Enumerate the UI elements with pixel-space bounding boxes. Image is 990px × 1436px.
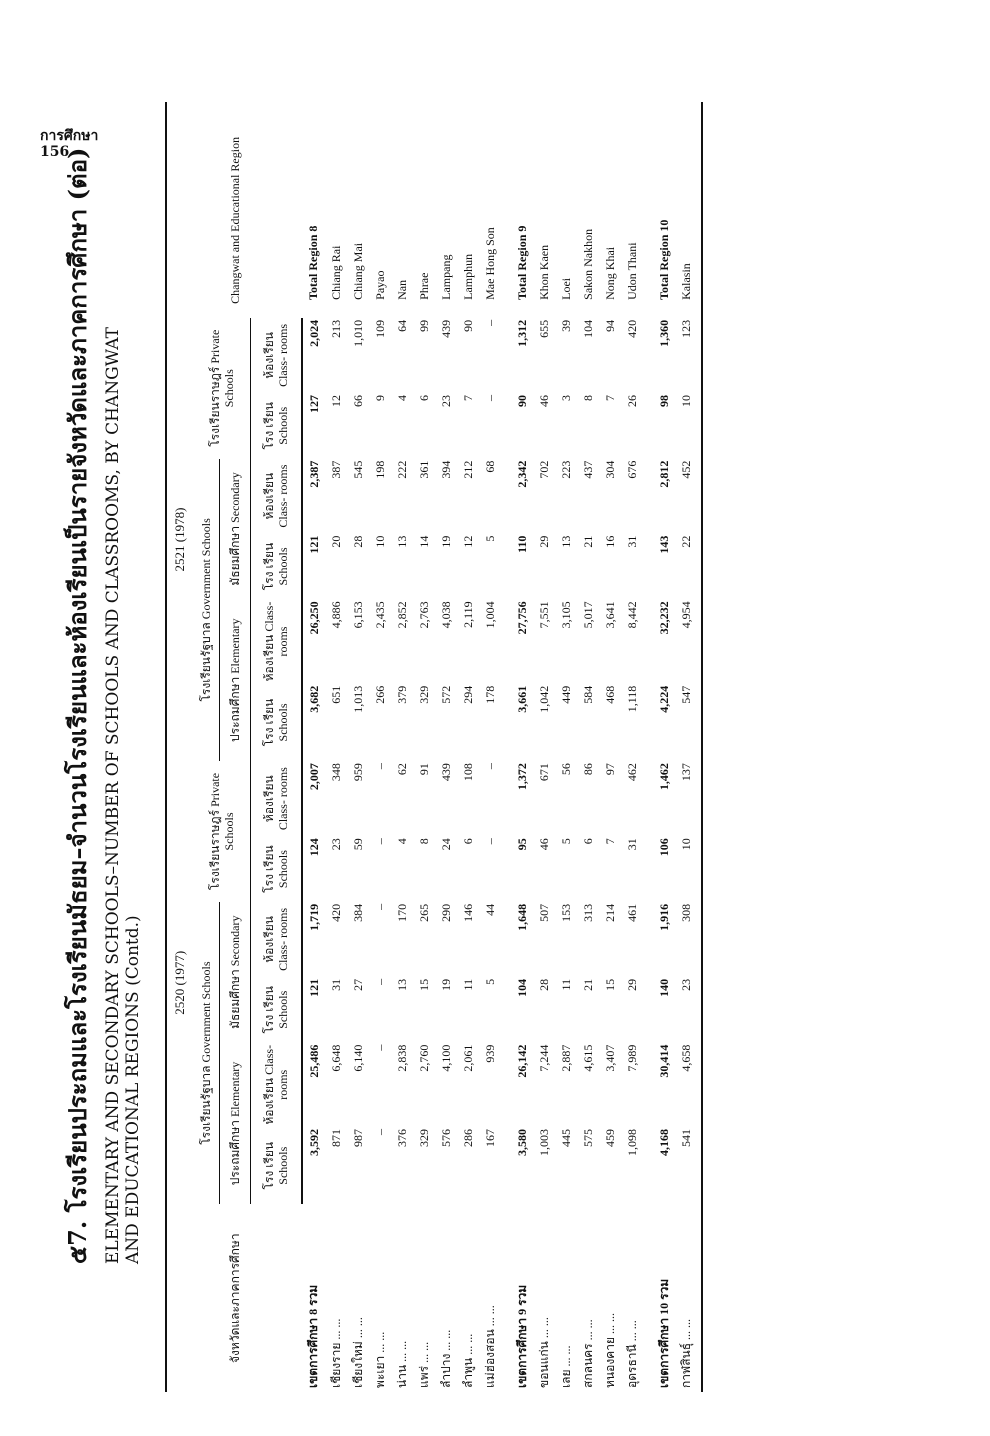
table-cell: 11 — [460, 978, 475, 991]
table-cell: 26,142 — [514, 1044, 529, 1078]
table-cell: 6 — [416, 394, 431, 401]
row-name-thai: ขอนแก่น ... ... — [536, 1317, 551, 1388]
table-row — [479, 102, 501, 1392]
table-cell: 2,838 — [394, 1044, 409, 1072]
table-cell: 462 — [624, 763, 639, 782]
table-cell: 313 — [580, 903, 595, 922]
table-row — [457, 102, 479, 1392]
secondary-header-1977: มัธยมศึกษา Secondary — [220, 902, 251, 1043]
row-name-thai: เลย ... ... — [558, 1345, 573, 1388]
table-cell: 452 — [678, 460, 693, 479]
table-cell: 11 — [558, 978, 573, 991]
table-cell: 13 — [394, 978, 409, 991]
table-cell: 7,989 — [624, 1044, 639, 1072]
table-cell: 108 — [460, 763, 475, 782]
table-cell: 46 — [536, 838, 551, 851]
table-cell: 6 — [460, 838, 475, 845]
table-cell: 7,244 — [536, 1044, 551, 1072]
table-cell: 394 — [438, 460, 453, 479]
table-row — [325, 102, 347, 1392]
table-row — [369, 102, 391, 1392]
table-cell: 286 — [460, 1129, 475, 1147]
table-cell: 64 — [394, 319, 409, 332]
table-row — [675, 102, 697, 1392]
table-cell: 90 — [460, 319, 475, 332]
table-cell: 12 — [328, 394, 343, 407]
table-cell: 62 — [394, 763, 409, 776]
title-english-line2: AND EDUCATIONAL REGIONS (Contd.) — [123, 915, 143, 1264]
schools-col-header: โรง เรียน Schools — [251, 684, 303, 761]
row-name-thai: ลำพูน ... ... — [460, 1333, 475, 1388]
table-cell: – — [372, 838, 387, 845]
table-cell: 143 — [656, 535, 671, 554]
table-cell: 4 — [394, 838, 409, 845]
table-cell: 547 — [678, 685, 693, 704]
row-name-thai: เชียงใหม่ ... ... — [350, 1317, 365, 1388]
row-spacer-cell — [501, 102, 511, 1392]
elementary-header-1977: ประถมศึกษา Elementary — [220, 1043, 251, 1205]
row-name-english: Lamphun — [460, 253, 475, 300]
row-name-english: Total Region 8 — [306, 225, 320, 300]
table-cell: 213 — [328, 319, 343, 338]
table-cell: 7 — [460, 394, 475, 401]
table-cell: 167 — [482, 1129, 497, 1147]
row-name-english: Lampang — [438, 254, 453, 300]
table-cell: 459 — [602, 1129, 617, 1147]
table-cell: 3,592 — [306, 1129, 321, 1156]
table-cell: 2,061 — [460, 1044, 475, 1072]
table-row — [413, 102, 435, 1392]
table-cell: 439 — [438, 763, 453, 782]
table-cell: 9 — [372, 394, 387, 401]
table-cell: 68 — [482, 460, 497, 473]
table-cell: 384 — [350, 903, 365, 922]
table-cell: 5,017 — [580, 601, 595, 629]
table-cell: 123 — [678, 319, 693, 338]
table-cell: 541 — [678, 1129, 693, 1147]
table-cell: 1,462 — [656, 763, 671, 791]
table-cell: 19 — [438, 535, 453, 548]
classrooms-col-header: ห้องเรียน Class- rooms — [251, 1043, 303, 1127]
table-cell: 4,954 — [678, 601, 693, 629]
table-cell: 146 — [460, 903, 475, 922]
row-name-english: Loei — [558, 277, 573, 300]
table-cell: – — [372, 763, 387, 770]
table-cell: 28 — [536, 978, 551, 991]
table-cell: 3,661 — [514, 685, 529, 713]
table-cell: 2,760 — [416, 1044, 431, 1072]
row-name-english: Udon Thani — [624, 242, 639, 300]
table-cell: 10 — [372, 535, 387, 548]
table-cell: 3,580 — [514, 1129, 529, 1156]
table-cell: 2,007 — [306, 763, 321, 791]
table-cell: 106 — [656, 838, 671, 857]
table-cell: 10 — [678, 838, 693, 851]
table-cell: 4 — [394, 394, 409, 401]
table-cell: 46 — [536, 394, 551, 407]
table-cell: 4,038 — [438, 601, 453, 629]
table-cell: 26 — [624, 394, 639, 407]
table-cell: 24 — [438, 838, 453, 851]
table-cell: 420 — [328, 903, 343, 922]
table-cell: 214 — [602, 903, 617, 922]
table-cell: 3,682 — [306, 685, 321, 713]
table-cell: 20 — [328, 535, 343, 548]
table-cell: 27,756 — [514, 601, 529, 635]
schools-col-header: โรง เรียน Schools — [251, 393, 303, 459]
table-cell: 2,435 — [372, 601, 387, 629]
row-name-thai: น่าน ... ... — [394, 1340, 409, 1388]
table-row — [621, 102, 643, 1392]
page-number: 156 — [40, 144, 70, 160]
table-cell: 23 — [328, 838, 343, 851]
table-cell: 2,024 — [306, 319, 321, 347]
table-cell: 376 — [394, 1129, 409, 1147]
table-cell: 1,118 — [624, 685, 639, 713]
schools-col-header: โรง เรียน Schools — [251, 977, 303, 1043]
table-row — [555, 102, 577, 1392]
table-cell: 266 — [372, 685, 387, 704]
table-cell: 1,372 — [514, 763, 529, 791]
table-cell: 222 — [394, 460, 409, 479]
table-cell: 91 — [416, 763, 431, 776]
schools-col-header: โรง เรียน Schools — [251, 534, 303, 600]
table-cell: 2,852 — [394, 601, 409, 629]
year-1977-header: 2520 (1977) — [166, 761, 193, 1204]
row-name-thai: เขตการศึกษา 10 รวม — [656, 1278, 671, 1388]
table-cell: 21 — [580, 978, 595, 991]
table-cell: 871 — [328, 1129, 343, 1147]
gov-schools-header-1978: โรงเรียนรัฐบาล Government Schools — [193, 459, 220, 762]
elementary-header-1978: ประถมศึกษา Elementary — [220, 599, 251, 761]
table-cell: 439 — [438, 319, 453, 338]
table-cell: 1,098 — [624, 1129, 639, 1156]
table-cell: – — [482, 763, 497, 770]
row-name-thai: แม่ฮ่องสอน ... ... — [482, 1305, 497, 1388]
table-cell: 3,641 — [602, 601, 617, 629]
table-cell: 348 — [328, 763, 343, 782]
secondary-header-1978: มัธยมศึกษา Secondary — [220, 459, 251, 600]
row-name-english: Kalasin — [678, 263, 693, 300]
table-cell: 127 — [306, 394, 321, 413]
table-cell: 329 — [416, 1129, 431, 1147]
table-cell: 23 — [678, 978, 693, 991]
table-cell: 109 — [372, 319, 387, 338]
table-cell: 2,763 — [416, 601, 431, 629]
row-name-english: Sakon Nakhon — [580, 228, 595, 300]
table-cell: 19 — [438, 978, 453, 991]
table-cell: 1,719 — [306, 903, 321, 931]
table-cell: 1,360 — [656, 319, 671, 347]
table-cell: 987 — [350, 1129, 365, 1147]
table-cell: 939 — [482, 1044, 497, 1063]
table-cell: 15 — [602, 978, 617, 991]
table-cell: 651 — [328, 685, 343, 704]
table-cell: 90 — [514, 394, 529, 407]
region-total-row — [653, 102, 675, 1392]
classrooms-col-header: ห้องเรียน Class- rooms — [251, 599, 303, 683]
classrooms-col-header: ห้องเรียน Class- rooms — [251, 318, 303, 393]
table-cell: 56 — [558, 763, 573, 776]
table-row — [533, 102, 555, 1392]
table-cell: 6 — [580, 838, 595, 845]
table-cell: 8,442 — [624, 601, 639, 629]
table-cell: 1,648 — [514, 903, 529, 931]
table-cell: 1,004 — [482, 601, 497, 629]
table-cell: 507 — [536, 903, 551, 922]
row-name-english: Chiang Rai — [328, 245, 343, 300]
table-cell: 702 — [536, 460, 551, 479]
table-cell: 959 — [350, 763, 365, 782]
table-cell: 23 — [438, 394, 453, 407]
table-cell: 31 — [624, 838, 639, 851]
table-cell: 99 — [416, 319, 431, 332]
table-cell: 1,916 — [656, 903, 671, 931]
row-spacer — [501, 102, 511, 1392]
table-cell: – — [372, 1129, 387, 1135]
row-header-thai: จังหวัดและภาคการศึกษา — [166, 1204, 302, 1392]
table-cell: 86 — [580, 763, 595, 776]
table-cell: 14 — [416, 535, 431, 548]
table-cell: 449 — [558, 685, 573, 704]
table-cell: 329 — [416, 685, 431, 704]
row-name-thai: กาฬสินธุ์ ... ... — [678, 1318, 693, 1388]
year-1978-header: 2521 (1978) — [166, 318, 193, 761]
row-name-english: Nong Khai — [602, 246, 617, 300]
table-cell: 379 — [394, 685, 409, 704]
private-schools-header-1978: โรงเรียนราษฎร์ Private Schools — [193, 318, 251, 459]
table-cell: 97 — [602, 763, 617, 776]
table-cell: 12 — [460, 535, 475, 548]
table-cell: 21 — [580, 535, 595, 548]
table-cell: 437 — [580, 460, 595, 479]
table-cell: 31 — [624, 535, 639, 548]
table-cell: 6,140 — [350, 1044, 365, 1072]
table-cell: 104 — [580, 319, 595, 338]
table-title — [58, 44, 143, 1264]
table-cell: 545 — [350, 460, 365, 479]
table-cell: 121 — [306, 978, 321, 997]
private-schools-header-1977: โรงเรียนราษฎร์ Private Schools — [193, 761, 251, 902]
table-cell: 3 — [558, 394, 573, 401]
region-total-row — [511, 102, 533, 1392]
classrooms-col-header: ห้องเรียน Class- rooms — [251, 761, 303, 836]
table-cell: 153 — [558, 903, 573, 922]
table-cell: 66 — [350, 394, 365, 407]
table-bottom-rule — [697, 102, 702, 1392]
table-cell: 584 — [580, 685, 595, 704]
table-cell: 1,312 — [514, 319, 529, 347]
table-cell: 16 — [602, 535, 617, 548]
table-cell: 27 — [350, 978, 365, 991]
row-spacer-cell — [643, 102, 653, 1392]
table-cell: 1,010 — [350, 319, 365, 347]
table-cell: 5 — [482, 535, 497, 542]
table-cell: 6,153 — [350, 601, 365, 629]
table-cell: 44 — [482, 903, 497, 916]
row-name-thai: หนองคาย ... ... — [602, 1313, 617, 1388]
table-cell: 15 — [416, 978, 431, 991]
row-spacer — [643, 102, 653, 1392]
table-cell: – — [482, 838, 497, 845]
table-row — [391, 102, 413, 1392]
table-cell: 29 — [624, 978, 639, 991]
title-thai: ๕7. โรงเรียนประถมและโรงเรียนมัธยม–จำนวนโรงเรียนและห้องเรียนเป็นรายจังหวัดและภาคการศึกษา (ต่อ) — [63, 147, 92, 1264]
table-cell: 2,812 — [656, 460, 671, 488]
schools-table — [165, 102, 703, 1392]
region-total-row — [302, 102, 325, 1392]
row-name-english: Phrae — [416, 272, 431, 300]
row-name-thai: เขตการศึกษา 8 รวม — [306, 1284, 320, 1388]
table-cell: 94 — [602, 319, 617, 332]
table-cell: 30,414 — [656, 1044, 671, 1078]
row-name-thai: สกลนคร ... ... — [580, 1319, 595, 1388]
table-cell: – — [482, 394, 497, 401]
table-cell: 468 — [602, 685, 617, 704]
table-cell: 294 — [460, 685, 475, 704]
gov-schools-header-1977: โรงเรียนรัฐบาล Government Schools — [193, 902, 220, 1205]
row-name-english: Payao — [372, 270, 387, 300]
table-cell: 121 — [306, 535, 321, 554]
table-cell: 31 — [328, 978, 343, 991]
table-cell: 98 — [656, 394, 671, 407]
table-cell: 1,013 — [350, 685, 365, 713]
row-name-thai: ลำปาง ... ... — [438, 1329, 453, 1388]
table-row — [347, 102, 369, 1392]
table-cell: 361 — [416, 460, 431, 479]
table-cell: 290 — [438, 903, 453, 922]
row-name-english: Total Region 10 — [656, 219, 671, 300]
table-cell: 308 — [678, 903, 693, 922]
table-cell: 420 — [624, 319, 639, 338]
table-cell: 6,648 — [328, 1044, 343, 1072]
table-cell: 4,100 — [438, 1044, 453, 1072]
table-cell: 39 — [558, 319, 573, 332]
table-cell: 265 — [416, 903, 431, 922]
table-cell: 671 — [536, 763, 551, 782]
table-cell: 304 — [602, 460, 617, 479]
table-cell: 575 — [580, 1129, 595, 1147]
table-cell: 178 — [482, 685, 497, 704]
table-cell: 26,250 — [306, 601, 321, 635]
row-name-thai: พะเยา ... ... — [372, 1331, 387, 1388]
table-cell: 13 — [394, 535, 409, 548]
table-cell: 3,407 — [602, 1044, 617, 1072]
table-cell: 140 — [656, 978, 671, 997]
table-cell: 8 — [416, 838, 431, 845]
table-row — [577, 102, 599, 1392]
table-cell: 212 — [460, 460, 475, 479]
table-cell: 1,003 — [536, 1129, 551, 1156]
classrooms-col-header: ห้องเรียน Class- rooms — [251, 459, 303, 534]
row-name-english: Nan — [394, 279, 409, 300]
table-cell: 4,886 — [328, 601, 343, 629]
table-cell: 445 — [558, 1129, 573, 1147]
table-cell: 104 — [514, 978, 529, 997]
row-name-english: Khon Kaen — [536, 244, 551, 300]
row-name-thai: เขตการศึกษา 9 รวม — [514, 1284, 529, 1388]
table-cell: 13 — [558, 535, 573, 548]
table-cell: 5 — [558, 838, 573, 845]
table-cell: 110 — [514, 535, 529, 553]
schools-col-header: โรง เรียน Schools — [251, 1127, 303, 1204]
table-cell: 124 — [306, 838, 321, 857]
row-name-english: Mae Hong Son — [482, 227, 497, 300]
table-cell: 2,387 — [306, 460, 321, 488]
table-cell: 4,658 — [678, 1044, 693, 1072]
table-cell: 7,551 — [536, 601, 551, 629]
table-cell: 576 — [438, 1129, 453, 1147]
table-cell: 2,887 — [558, 1044, 573, 1072]
table-row — [435, 102, 457, 1392]
table-cell: 7 — [602, 838, 617, 845]
table-cell: 4,224 — [656, 685, 671, 713]
row-name-english: Chiang Mai — [350, 242, 365, 300]
table-cell: 10 — [678, 394, 693, 407]
table-cell: 170 — [394, 903, 409, 922]
table-row — [599, 102, 621, 1392]
table-cell: 5 — [482, 978, 497, 985]
table-cell: 59 — [350, 838, 365, 851]
row-name-thai: แพร่ ... ... — [416, 1341, 431, 1388]
row-name-thai: อุดรธานี ... ... — [624, 1320, 639, 1388]
schools-col-header: โรง เรียน Schools — [251, 836, 303, 902]
table-cell: 32,232 — [656, 601, 671, 635]
table-cell: – — [372, 978, 387, 985]
row-header-english: Changwat and Educational Region — [166, 102, 302, 318]
row-name-thai: เชียงราย ... ... — [328, 1318, 343, 1388]
table-cell: 572 — [438, 685, 453, 704]
table-cell: – — [372, 903, 387, 910]
table-cell: 198 — [372, 460, 387, 479]
table-body — [302, 102, 697, 1392]
table-cell: 387 — [328, 460, 343, 479]
table-cell: 676 — [624, 460, 639, 479]
table-cell: 4,615 — [580, 1044, 595, 1072]
table-cell: 95 — [514, 838, 529, 851]
row-name-english: Total Region 9 — [514, 225, 529, 300]
table-cell: 7 — [602, 394, 617, 401]
classrooms-col-header: ห้องเรียน Class- rooms — [251, 902, 303, 977]
table-cell: 8 — [580, 394, 595, 401]
table-cell: – — [482, 319, 497, 326]
table-cell: 3,105 — [558, 601, 573, 629]
table-cell: 28 — [350, 535, 365, 548]
page-header-label: การศึกษา — [40, 128, 99, 144]
table-cell: 223 — [558, 460, 573, 479]
table-cell: 2,342 — [514, 460, 529, 488]
table-cell: 29 — [536, 535, 551, 548]
table-cell: 461 — [624, 903, 639, 922]
table-cell: 1,042 — [536, 685, 551, 713]
table-cell: 2,119 — [460, 601, 475, 628]
table-cell: 137 — [678, 763, 693, 782]
table-cell: – — [372, 1044, 387, 1051]
table-cell: 22 — [678, 535, 693, 548]
table-cell: 655 — [536, 319, 551, 338]
title-english-line1: ELEMENTARY AND SECONDARY SCHOOLS–NUMBER OF SCHOOLS AND CLASSROOMS, BY CHANGWAT — [103, 327, 123, 1264]
table-cell: 25,486 — [306, 1044, 321, 1078]
table-cell: 4,168 — [656, 1129, 671, 1156]
